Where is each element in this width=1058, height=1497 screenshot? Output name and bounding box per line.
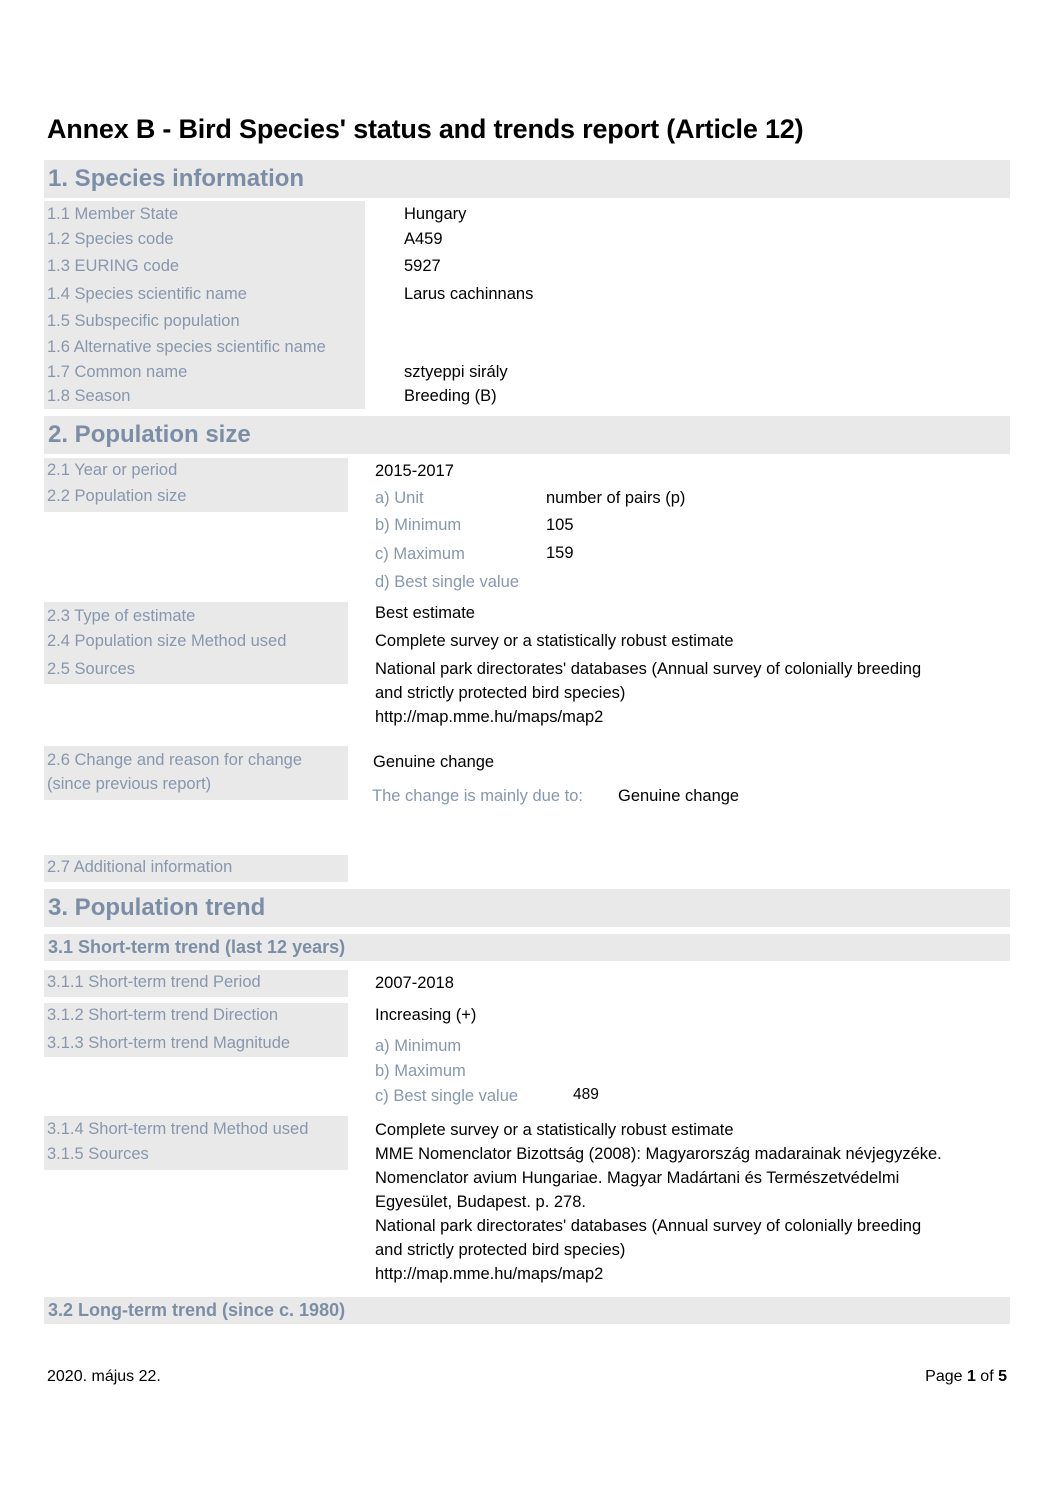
- short-term-sources-line-1: MME Nomenclator Bizottság (2008): Magyarország madarainak névjegyzéke.: [375, 1145, 942, 1163]
- population-sources-line-1: National park directorates' databases (Annual survey of colonially breeding: [375, 660, 922, 678]
- change-reason-label-line-1: 2.6 Change and reason for change: [47, 751, 303, 769]
- change-reason-value: Genuine change: [373, 753, 495, 771]
- year-period-value: 2015-2017: [375, 462, 454, 480]
- document-title: Annex B - Bird Species' status and trends report (Article 12): [47, 114, 804, 144]
- member-state-label: 1.1 Member State: [47, 205, 179, 223]
- page-prefix: Page: [925, 1368, 967, 1385]
- maximum-value: 159: [546, 544, 574, 562]
- type-of-estimate-label: 2.3 Type of estimate: [47, 607, 196, 625]
- short-term-sources-line-2: Nomenclator avium Hungariae. Magyar Madártani és Természetvédelmi: [375, 1169, 900, 1187]
- magnitude-best-label: c) Best single value: [375, 1087, 519, 1105]
- population-method-value: Complete survey or a statistically robust estimate: [375, 632, 734, 650]
- minimum-value: 105: [546, 516, 574, 534]
- short-term-sources-line-3: Egyesület, Budapest. p. 278.: [375, 1193, 586, 1211]
- season-label: 1.8 Season: [47, 387, 131, 405]
- scientific-name-value: Larus cachinnans: [404, 285, 534, 303]
- change-due-label: The change is mainly due to:: [372, 787, 583, 805]
- short-term-method-label: 3.1.4 Short-term trend Method used: [47, 1120, 309, 1138]
- minimum-label: b) Minimum: [375, 516, 462, 534]
- magnitude-minimum-label: a) Minimum: [375, 1037, 462, 1055]
- unit-label: a) Unit: [375, 489, 424, 507]
- short-term-period-label: 3.1.1 Short-term trend Period: [47, 973, 261, 991]
- population-method-label: 2.4 Population size Method used: [47, 632, 287, 650]
- section-header-population-size: 2. Population size: [44, 416, 1010, 454]
- additional-information-label: 2.7 Additional information: [47, 858, 233, 876]
- species-code-label: 1.2 Species code: [47, 230, 174, 248]
- type-of-estimate-value: Best estimate: [375, 604, 475, 622]
- short-term-method-value: Complete survey or a statistically robust estimate: [375, 1121, 734, 1139]
- best-single-value-label: d) Best single value: [375, 573, 519, 591]
- euring-code-value: 5927: [404, 257, 441, 275]
- alternative-name-label: 1.6 Alternative species scientific name: [47, 338, 326, 356]
- year-period-label: 2.1 Year or period: [47, 461, 178, 479]
- footer-date: 2020. május 22.: [47, 1368, 161, 1385]
- short-term-trend-header: 3.1 Short-term trend (last 12 years): [44, 934, 1010, 961]
- change-due-value: Genuine change: [618, 787, 740, 805]
- population-sources-line-2: and strictly protected bird species): [375, 684, 626, 702]
- section-header-species-information: 1. Species information: [44, 160, 1010, 198]
- common-name-value: sztyeppi sirály: [404, 363, 508, 381]
- magnitude-maximum-label: b) Maximum: [375, 1062, 466, 1080]
- short-term-direction-label: 3.1.2 Short-term trend Direction: [47, 1006, 279, 1024]
- population-sources-label: 2.5 Sources: [47, 660, 136, 678]
- page-number: [925, 1368, 1007, 1386]
- short-term-magnitude-label: 3.1.3 Short-term trend Magnitude: [47, 1034, 291, 1052]
- short-term-sources-line-4: National park directorates' databases (Annual survey of colonially breeding: [375, 1217, 922, 1235]
- scientific-name-label: 1.4 Species scientific name: [47, 285, 247, 303]
- short-term-period-value: 2007-2018: [375, 974, 454, 992]
- season-value: Breeding (B): [404, 387, 497, 405]
- unit-value: number of pairs (p): [546, 489, 686, 507]
- page-current: 1: [966, 1368, 976, 1385]
- section-header-population-trend: 3. Population trend: [44, 889, 1010, 927]
- short-term-sources-label: 3.1.5 Sources: [47, 1145, 149, 1163]
- common-name-label: 1.7 Common name: [47, 363, 188, 381]
- subspecific-population-label: 1.5 Subspecific population: [47, 312, 240, 330]
- long-term-trend-header: 3.2 Long-term trend (since c. 1980): [44, 1297, 1010, 1324]
- population-sources-line-3: http://map.mme.hu/maps/map2: [375, 708, 604, 726]
- short-term-sources-line-5: and strictly protected bird species): [375, 1241, 626, 1259]
- page-total: 5: [998, 1368, 1007, 1385]
- change-reason-label-line-2: (since previous report): [47, 775, 212, 793]
- short-term-direction-value: Increasing (+): [375, 1006, 477, 1024]
- population-size-label: 2.2 Population size: [47, 487, 187, 505]
- member-state-value: Hungary: [404, 205, 467, 223]
- euring-code-label: 1.3 EURING code: [47, 257, 180, 275]
- short-term-sources-line-6: http://map.mme.hu/maps/map2: [375, 1265, 604, 1283]
- page-of: of: [975, 1368, 999, 1385]
- maximum-label: c) Maximum: [375, 545, 465, 563]
- species-code-value: A459: [404, 230, 443, 248]
- magnitude-best-value: 489: [573, 1086, 599, 1103]
